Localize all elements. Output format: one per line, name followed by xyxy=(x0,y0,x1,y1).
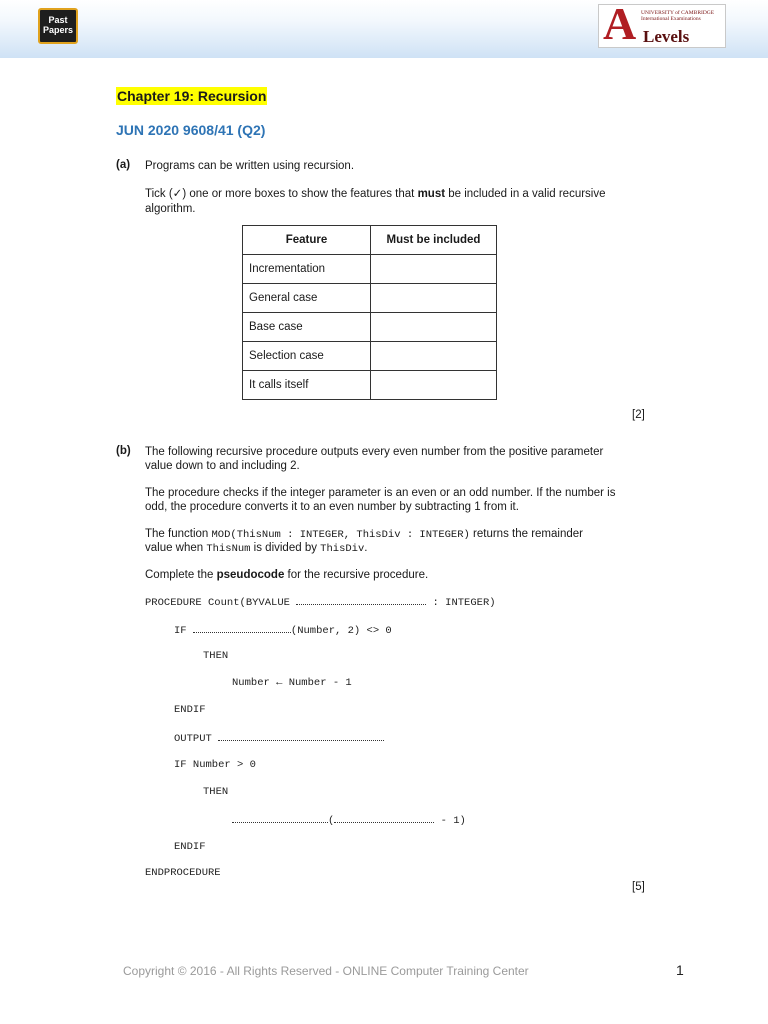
code-line-recursive-call xyxy=(232,814,466,827)
para-3-text-c: value when xyxy=(145,542,207,554)
part-b-para-2-line-2: odd, the procedure converts it to an even number by subtracting 1 from it. xyxy=(145,501,519,513)
part-b-marks: [5] xyxy=(632,881,645,893)
mod-signature: MOD(ThisNum : INTEGER, ThisDiv : INTEGER) xyxy=(211,529,470,541)
para-3-text-d: is divided by xyxy=(250,542,321,554)
feature-cell: Base case xyxy=(243,313,371,342)
answer-blank-call-argument[interactable] xyxy=(334,814,434,823)
table-row xyxy=(243,255,497,284)
levels-text: Levels xyxy=(643,27,690,46)
logo-line-2: Papers xyxy=(42,25,74,35)
code-procedure-end: : INTEGER) xyxy=(426,597,496,609)
logo-line-1: Past xyxy=(48,15,68,25)
answer-blank-output[interactable] xyxy=(218,732,384,741)
feature-cell: Incrementation xyxy=(243,255,371,284)
code-if-condition: (Number, 2) <> 0 xyxy=(290,625,392,637)
header-feature: Feature xyxy=(243,226,371,255)
part-b-para-3-line-1 xyxy=(145,527,583,542)
part-a-marks: [2] xyxy=(632,409,645,421)
header-must-be-included: Must be included xyxy=(371,226,497,255)
para-4-text-a: Complete the xyxy=(145,569,217,581)
features-table xyxy=(242,225,497,400)
code-line-endprocedure: ENDPROCEDURE xyxy=(145,867,221,879)
code-line-output xyxy=(174,732,384,745)
part-b-para-4 xyxy=(145,568,428,582)
answer-blank-function[interactable] xyxy=(193,624,291,633)
thisdiv-code: ThisDiv xyxy=(320,543,365,555)
code-line-if-positive: IF Number > 0 xyxy=(174,759,256,771)
code-line-then-2: THEN xyxy=(203,786,229,798)
code-call-close: - 1) xyxy=(434,815,466,827)
feature-cell: It calls itself xyxy=(243,371,371,400)
part-a-intro: Programs can be written using recursion. xyxy=(145,160,355,172)
a-levels-letter: A xyxy=(603,0,637,49)
part-b-label: (b) xyxy=(116,445,131,457)
a-levels-logo xyxy=(598,0,726,49)
code-output-keyword: OUTPUT xyxy=(174,733,219,745)
part-a-label: (a) xyxy=(116,159,131,171)
tick-box[interactable] xyxy=(371,284,497,313)
table-row xyxy=(243,313,497,342)
thisnum-code: ThisNum xyxy=(206,543,251,555)
para-3-text-b: returns the remainder xyxy=(469,528,583,540)
code-line-endif-1: ENDIF xyxy=(174,704,206,716)
past-papers-logo xyxy=(38,8,78,44)
part-a-instruction-line-2: algorithm. xyxy=(145,203,196,215)
table-row xyxy=(243,342,497,371)
page-number: 1 xyxy=(676,962,684,978)
tick-box[interactable] xyxy=(371,371,497,400)
feature-cell: General case xyxy=(243,284,371,313)
code-line-then-1: THEN xyxy=(203,650,229,662)
instruction-text-1: Tick (✓) one or more boxes to show the features that xyxy=(145,188,418,200)
pseudocode-bold: pseudocode xyxy=(216,569,285,581)
footer-copyright: Copyright © 2016 - All Rights Reserved - ONLINE Computer Training Center xyxy=(123,964,529,978)
table-row xyxy=(243,371,497,400)
part-b-para-2-line-1: The procedure checks if the integer parameter is an even or an odd number. If the number is xyxy=(145,487,616,499)
chapter-title: Chapter 19: Recursion xyxy=(117,88,267,104)
code-if-keyword: IF xyxy=(174,625,193,637)
tick-box[interactable] xyxy=(371,313,497,342)
feature-cell: Selection case xyxy=(243,342,371,371)
tick-box[interactable] xyxy=(371,255,497,284)
answer-blank-call-name[interactable] xyxy=(232,814,328,823)
university-text: UNIVERSITY of CAMBRIDGE International Examinations xyxy=(641,10,715,22)
part-b-para-1-line-1: The following recursive procedure outputs every even number from the positive parameter xyxy=(145,446,604,458)
para-4-text-b: for the recursive procedure. xyxy=(284,569,429,581)
part-b-para-3-line-2 xyxy=(145,541,367,556)
instruction-text-2: be included in a valid recursive xyxy=(445,188,606,200)
para-3-text-a: The function xyxy=(145,528,212,540)
answer-blank-parameter[interactable] xyxy=(296,596,426,605)
question-reference: JUN 2020 9608/41 (Q2) xyxy=(116,122,266,138)
instruction-bold: must xyxy=(417,188,446,200)
part-a-instruction xyxy=(145,187,606,201)
tick-box[interactable] xyxy=(371,342,497,371)
code-line-endif-2: ENDIF xyxy=(174,841,206,853)
code-line-procedure xyxy=(145,596,496,609)
code-line-decrement: Number ← Number - 1 xyxy=(232,677,352,689)
code-line-if xyxy=(174,624,392,637)
code-call-open: ( xyxy=(328,815,335,827)
para-3-text-e: . xyxy=(364,542,368,554)
table-header-row xyxy=(243,226,497,255)
table-row xyxy=(243,284,497,313)
code-procedure-start: PROCEDURE Count(BYVALUE xyxy=(145,597,297,609)
part-b-para-1-line-2: value down to and including 2. xyxy=(145,460,300,472)
